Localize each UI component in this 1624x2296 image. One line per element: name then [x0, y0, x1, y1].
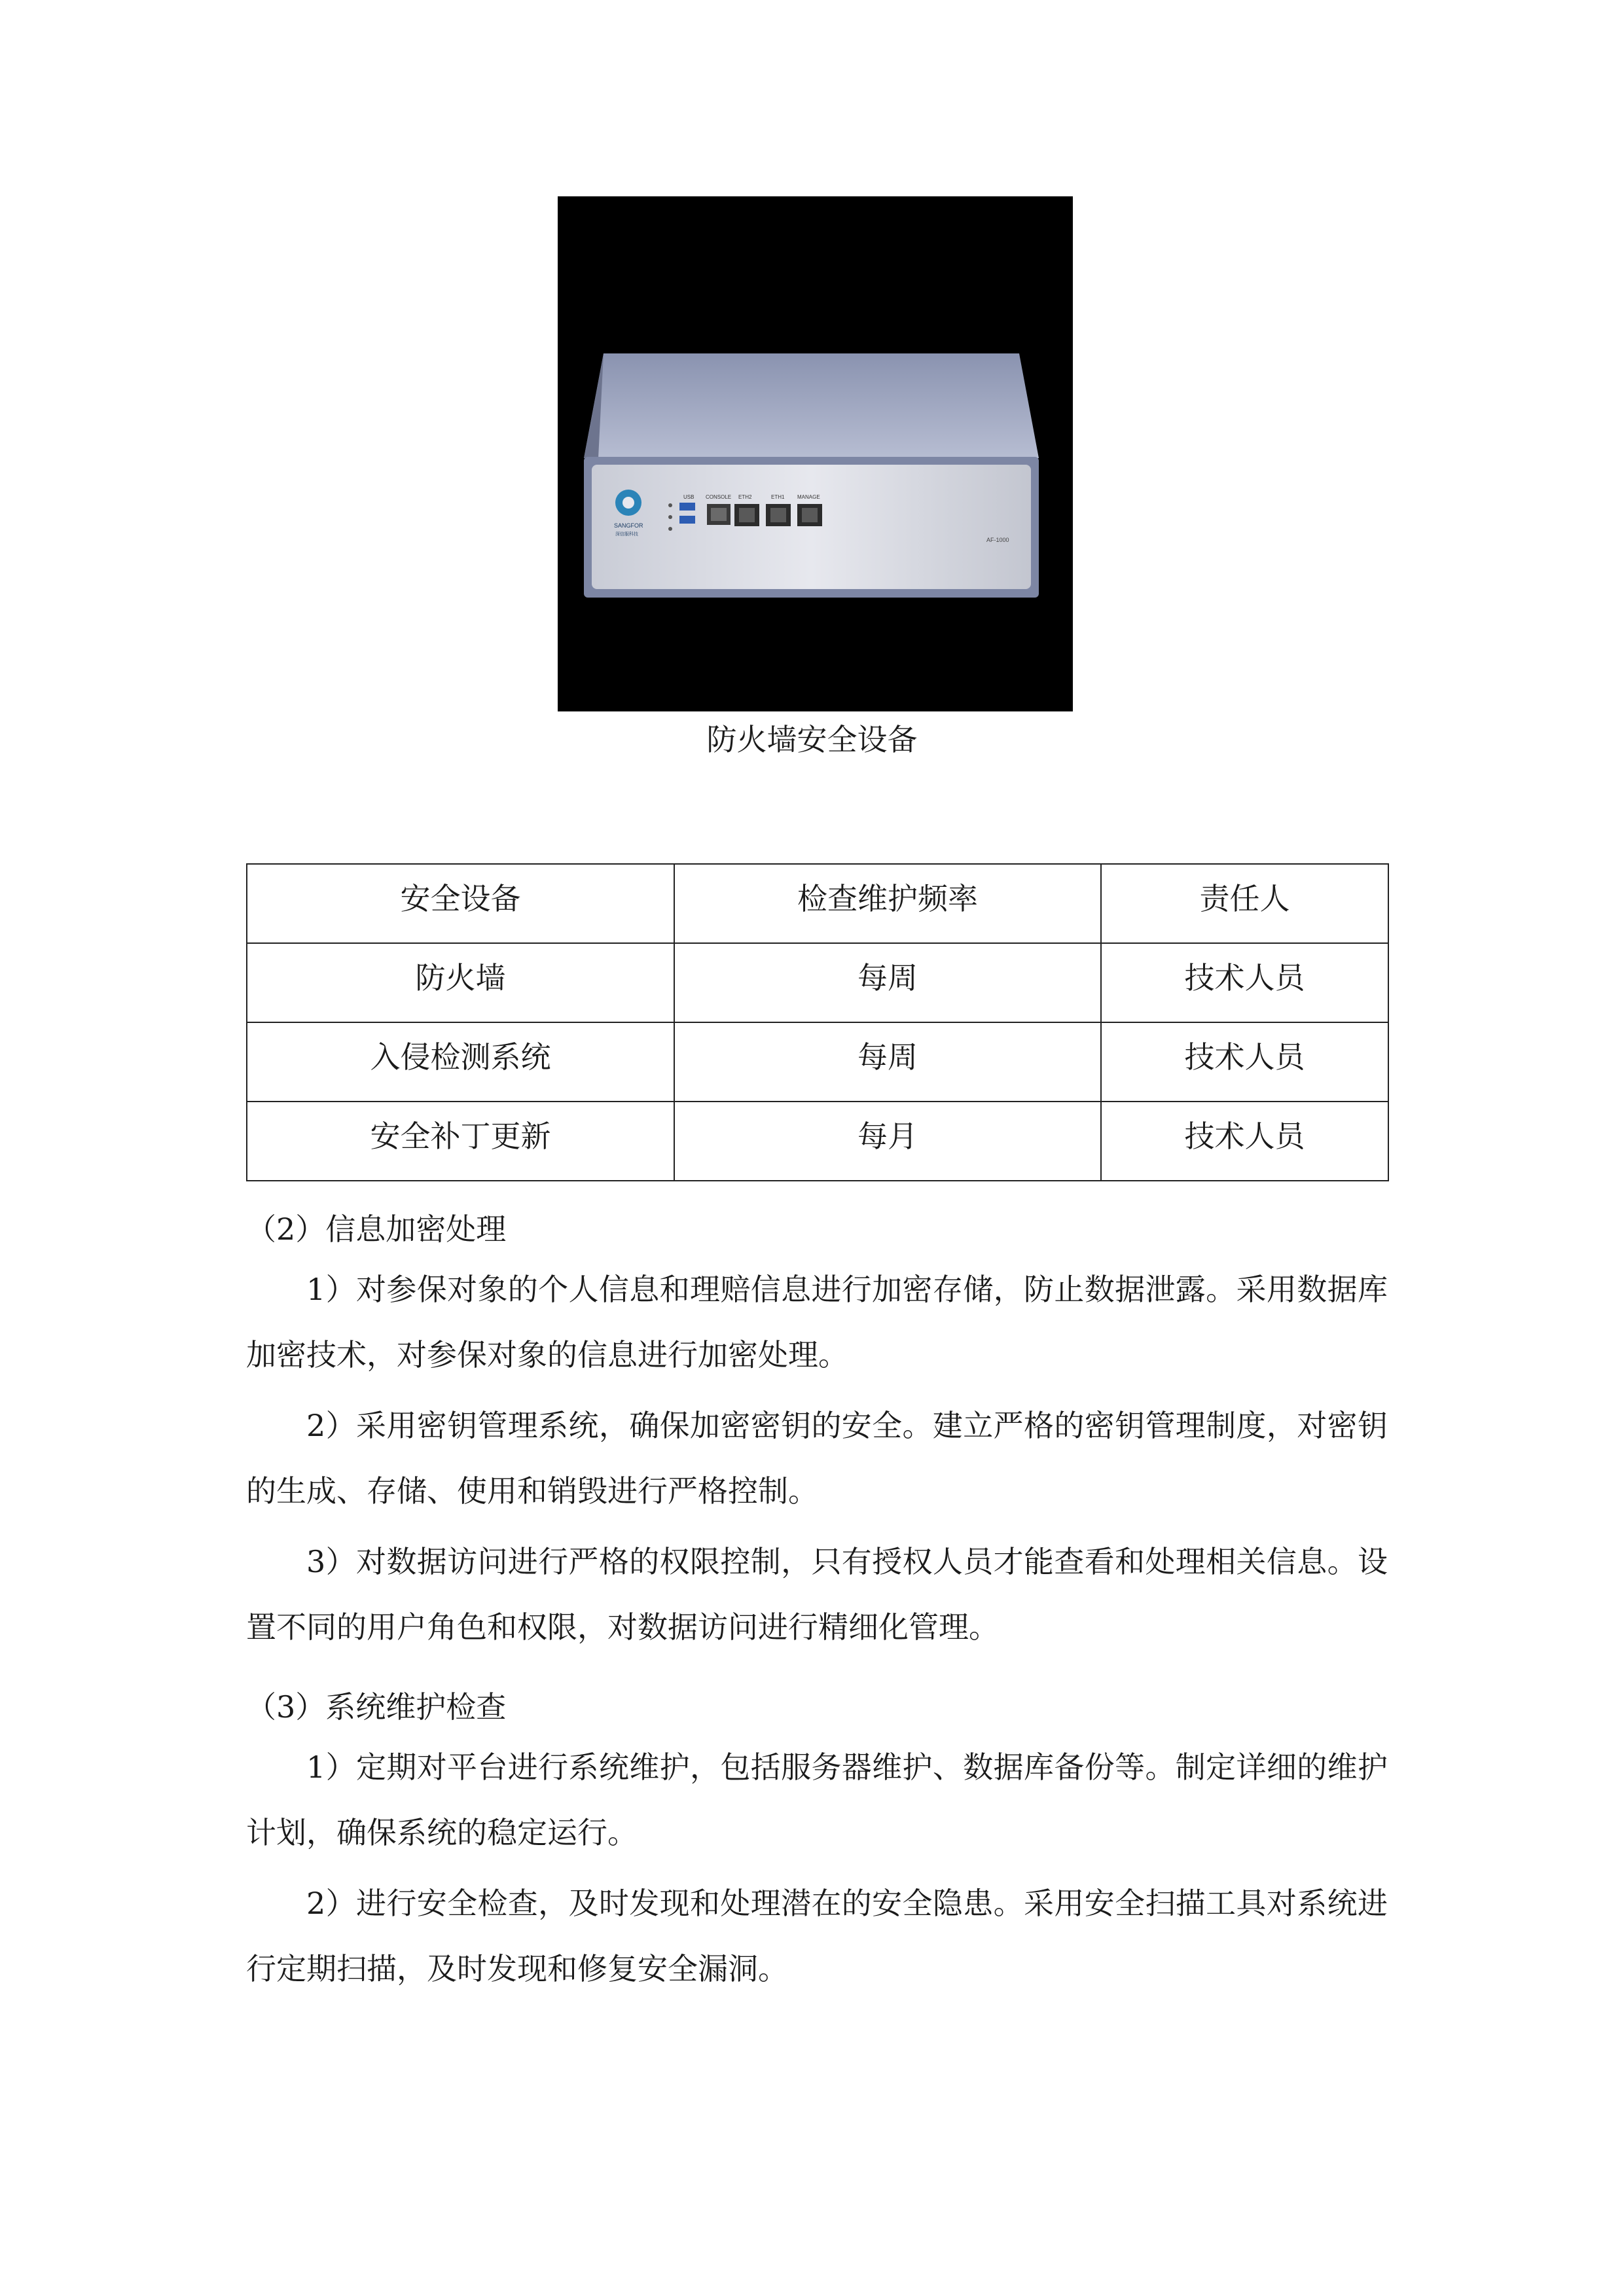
table-cell: 每周 — [674, 943, 1101, 1022]
paragraph-text: 3）对数据访问进行严格的权限控制，只有授权人员才能查看和处理相关信息。设置不同的用户角色和权限，对数据访问进行精细化管理。 — [246, 1544, 1388, 1645]
paragraph — [246, 1257, 1388, 1388]
svg-text:ETH1: ETH1 — [771, 494, 785, 500]
paragraph — [246, 1529, 1388, 1660]
usb-port-2 — [679, 516, 695, 524]
table-cell: 入侵检测系统 — [247, 1022, 674, 1102]
section-heading-encryption: （2）信息加密处理 — [246, 1211, 507, 1247]
section-heading-maintenance: （3）系统维护检查 — [246, 1689, 507, 1725]
svg-text:深信服科技: 深信服科技 — [615, 532, 638, 537]
table-row — [247, 943, 1388, 1022]
table-cell: 每月 — [674, 1102, 1101, 1181]
firewall-device-image — [558, 196, 1073, 711]
paragraph-text: 2）进行安全检查，及时发现和处理潜在的安全隐患。采用安全扫描工具对系统进行定期扫描，及时发现和修复安全漏洞。 — [246, 1886, 1388, 1986]
usb-port-1 — [679, 503, 695, 511]
paragraph-text: 1）对参保对象的个人信息和理赔信息进行加密存储，防止数据泄露。采用数据库加密技术，对参保对象的信息进行加密处理。 — [246, 1272, 1388, 1372]
svg-text:CONSOLE: CONSOLE — [706, 494, 732, 500]
table-row — [247, 1102, 1388, 1181]
svg-text:USB: USB — [683, 494, 695, 500]
svg-text:MANAGE: MANAGE — [797, 494, 820, 500]
table-cell: 每周 — [674, 1022, 1101, 1102]
paragraph — [246, 1393, 1388, 1524]
security-equipment-table — [246, 863, 1389, 1181]
header-equipment: 安全设备 — [247, 864, 674, 943]
table-cell: 技术人员 — [1101, 1102, 1388, 1181]
figure-caption: 防火墙安全设备 — [706, 722, 918, 757]
table-header-row — [247, 864, 1388, 943]
paragraph — [246, 1734, 1388, 1865]
paragraph — [246, 1871, 1388, 2001]
svg-text:AF-1000: AF-1000 — [986, 537, 1009, 543]
table-cell: 技术人员 — [1101, 943, 1388, 1022]
table-row — [247, 1022, 1388, 1102]
svg-text:SANGFOR: SANGFOR — [614, 522, 643, 529]
table-cell: 防火墙 — [247, 943, 674, 1022]
firewall-device-drawing — [558, 196, 1073, 711]
header-owner: 责任人 — [1101, 864, 1388, 943]
table-cell: 安全补丁更新 — [247, 1102, 674, 1181]
header-frequency: 检查维护频率 — [674, 864, 1101, 943]
paragraph-text: 1）定期对平台进行系统维护，包括服务器维护、数据库备份等。制定详细的维护计划，确保系统的稳定运行。 — [246, 1749, 1388, 1850]
svg-text:ETH2: ETH2 — [738, 494, 752, 500]
paragraph-text: 2）采用密钥管理系统，确保加密密钥的安全。建立严格的密钥管理制度，对密钥的生成、存储、使用和销毁进行严格控制。 — [246, 1408, 1388, 1509]
table-cell: 技术人员 — [1101, 1022, 1388, 1102]
